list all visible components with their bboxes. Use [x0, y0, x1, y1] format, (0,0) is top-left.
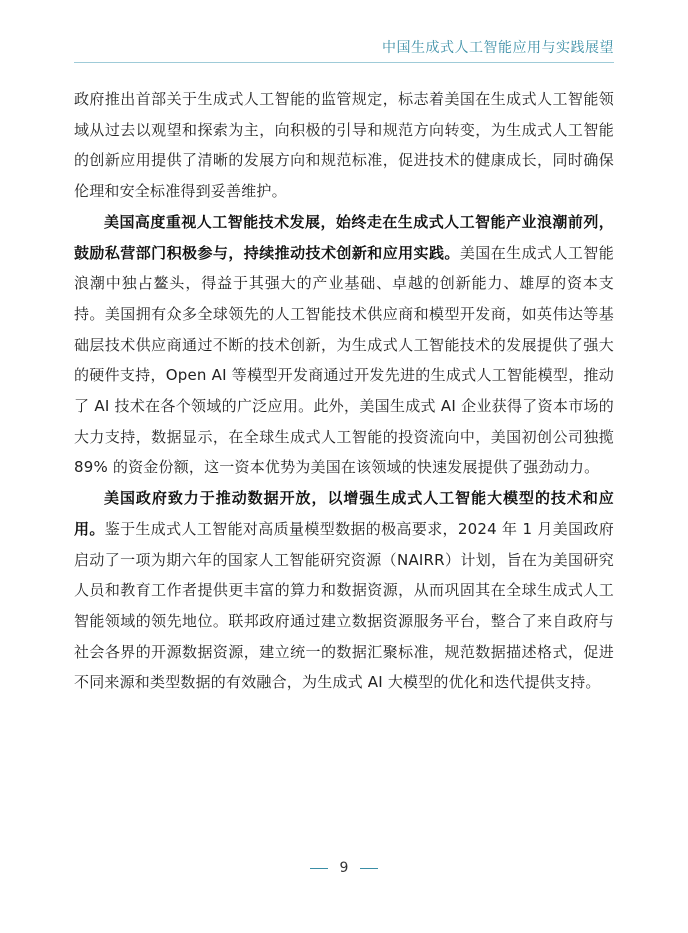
- paragraph-text: 政府推出首部关于生成式人工智能的监管规定，标志着美国在生成式人工智能领域从过去以观望和探索为主，向积极的引导和规范方向转变，为生成式人工智能的创新应用提供了清晰的发展方向和规范标准，促进技术的健康成长，同时确保伦理和安全标准得到妥善维护。: [74, 90, 614, 201]
- paragraph-text: 鉴于生成式人工智能对高质量模型数据的极高要求，2024 年 1 月美国政府启动了一项为期六年的国家人工智能研究资源（NAIRR）计划，旨在为美国研究人员和教育工作者提供更丰富的算力和数据资源，从而巩固其在全球生成式人工智能领域的领先地位。联邦政府通过建立数据资源服务平台，整合了来自政府与社会各界的开源数据资源，建立统一的数据汇聚标准，规范数据描述格式，促进不同来源和类型数据的有效融合，为生成式 AI 大模型的优化和迭代提供支持。: [74, 519, 614, 692]
- body-text: [74, 84, 614, 698]
- paragraph-continued: [74, 84, 614, 207]
- running-header: [74, 36, 614, 60]
- paragraph-us-data-opening: [74, 483, 614, 698]
- footer-dash-right: [360, 868, 378, 869]
- paragraph-lead-bold: 美国高度重视人工智能技术发展，始终走在生成式人工智能产业浪潮前列，鼓励私营部门积极参与，持续推动技术创新和应用实践。: [74, 212, 614, 262]
- paragraph-text: 美国在生成式人工智能浪潮中独占鳌头，得益于其强大的产业基础、卓越的创新能力、雄厚的资本支持。美国拥有众多全球领先的人工智能技术供应商和模型开发商，如英伟达等基础层技术供应商通过不断的技术创新，为生成式人工智能技术的发展提供了强大的硬件支持，Open AI 等模型开发商通过开发先进的生成式人工智能模型，推动了 AI 技术在各个领域的广泛应用。此外，美国生成式 AI 企业获得了资本市场的大力支持，数据显示，在全球生成式人工智能的投资流向中，美国初创公司独揽 89% 的资金份额，这一资本优势为美国在该领域的快速发展提供了强劲动力。: [74, 243, 614, 477]
- running-header-title: 中国生成式人工智能应用与实践展望: [382, 40, 614, 56]
- footer-dash-left: [310, 868, 328, 869]
- paragraph-lead-bold: 美国政府致力于推动数据开放，以增强生成式人工智能大模型的技术和应用。: [74, 489, 614, 538]
- page-number: 9: [339, 860, 349, 876]
- paragraph-us-ai-industry: [74, 207, 614, 483]
- page-footer: [0, 858, 688, 878]
- header-divider: [74, 62, 614, 63]
